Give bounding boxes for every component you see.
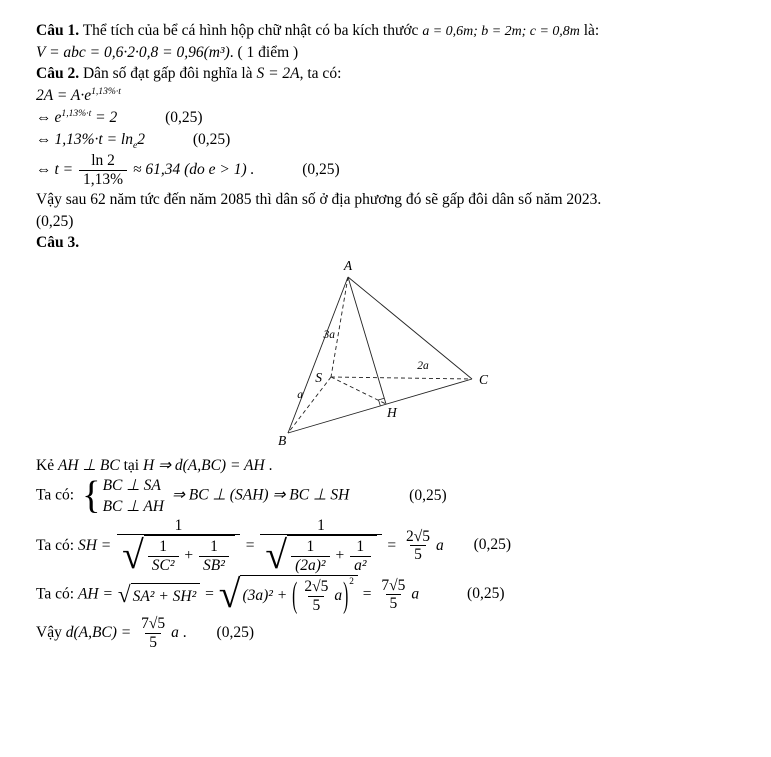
left-brace: { <box>81 474 101 518</box>
line-lead: Ta có: <box>36 585 75 603</box>
fraction-numerator: 2√5 <box>304 578 329 596</box>
cau1-solution <box>36 42 741 64</box>
system-rows <box>103 476 164 516</box>
fraction-numerator: 1 <box>174 516 183 534</box>
equation-lead: 1,13%·t = ln <box>54 130 133 148</box>
score-badge: (0,25) <box>467 585 505 603</box>
fraction-denominator: SC² <box>148 556 179 575</box>
vertex-label-A: A <box>343 257 353 273</box>
result-variable: a <box>171 623 179 641</box>
math-run: H ⇒ d(A,BC) = AH <box>142 456 265 474</box>
radicand <box>240 575 357 615</box>
equation-lhs: SH = <box>77 536 112 554</box>
tetrahedron-diagram <box>260 256 520 448</box>
fraction-numerator: 1 <box>159 538 168 556</box>
vertex-label-C: C <box>479 371 489 387</box>
radical-icon: √ <box>117 581 131 608</box>
cau2-intro-math: S = 2A <box>256 65 300 83</box>
vertex-label-S: S <box>315 369 322 385</box>
cau2-label: Câu 2. <box>36 65 80 83</box>
cau1-points-note: . ( 1 điểm ) <box>229 43 299 61</box>
line-end: . <box>264 456 273 474</box>
equation-tail: 2 <box>137 130 145 148</box>
equals-sign: = <box>362 585 372 603</box>
cau2-conclusion <box>36 189 741 211</box>
log-base-subscript: e <box>132 139 138 151</box>
fraction-denominator: 5 <box>386 594 402 613</box>
fraction-numerator: 7√5 <box>141 614 166 632</box>
cau3-line5 <box>36 615 741 652</box>
edge-AB <box>288 277 348 433</box>
radicand: SA² + SH² <box>131 583 201 608</box>
cau3-figure <box>260 256 741 455</box>
cau2-intro-end: , ta có: <box>299 65 342 83</box>
edge-BC <box>288 379 472 433</box>
equals-sign: = <box>205 585 214 603</box>
line-lead: Ta có: <box>36 536 75 554</box>
line-mid: tại <box>123 456 140 474</box>
iff-symbol: ⇔ <box>36 161 52 179</box>
cau2-conclusion-score <box>36 211 741 233</box>
edge-AC <box>348 277 472 379</box>
equation-tail: ≈ 61,34 (do e > 1) . <box>132 161 255 179</box>
line-lead: Vậy <box>36 623 62 641</box>
cau2-line1 <box>36 85 741 107</box>
length-label-2a: 2a <box>417 359 429 372</box>
score-badge: (0,25) <box>192 130 231 148</box>
fraction-numerator: 7√5 <box>381 576 406 594</box>
fraction-numerator: 1 <box>306 538 315 556</box>
edge-SC <box>331 377 472 379</box>
fraction-denominator: SB² <box>199 556 229 575</box>
equation-lhs: d(A,BC) = <box>65 623 132 641</box>
result-variable: a <box>411 585 420 603</box>
iff-symbol: ⇔ <box>36 109 52 127</box>
fraction-denominator <box>117 534 240 575</box>
score-badge: (0,25) <box>165 109 203 127</box>
cau1-intro-text: Thể tích của bể cá hình hộp chữ nhật có ba kích thước <box>82 22 419 39</box>
score-badge: (0,25) <box>216 623 254 641</box>
radicand <box>287 535 376 575</box>
edge-AH <box>348 277 386 404</box>
square-exponent: 2 <box>349 576 354 587</box>
system-row-bottom: BC ⊥ AH <box>102 497 165 515</box>
plus-operator: + <box>184 547 194 565</box>
equation-rest: = 2 <box>95 109 118 127</box>
implication-chain: ⇒ BC ⊥ (SAH) ⇒ BC ⊥ SH <box>171 487 350 505</box>
fraction-denominator: (2a)² <box>291 556 329 575</box>
fraction-denominator: 5 <box>145 633 161 652</box>
fraction-numerator: ln 2 <box>91 152 115 170</box>
cau2-line4 <box>36 152 741 189</box>
radical-icon: √ <box>218 572 241 617</box>
inner-fraction <box>291 538 329 575</box>
result-fraction <box>137 615 169 652</box>
square-root <box>118 583 200 608</box>
cau3-line1 <box>36 455 741 477</box>
cau3-label: Câu 3. <box>36 234 80 252</box>
left-paren: ( <box>292 576 298 616</box>
vertex-label-H: H <box>387 404 397 420</box>
cau1-dimensions: a = 0,6m; b = 2m; c = 0,8m <box>422 24 580 39</box>
score-badge: (0,25) <box>302 161 340 179</box>
edge-SB <box>288 377 331 433</box>
inner-fraction <box>300 578 332 615</box>
conclusion-text: Vậy sau 62 năm tức đến năm 2085 thì dân số ở địa phương đó sẽ gấp đôi dân số năm 2023. <box>36 190 602 208</box>
cau2-header <box>36 63 741 85</box>
fraction-denominator: a² <box>350 556 370 575</box>
exponent: 1,13%·t <box>91 86 121 98</box>
plus-operator: + <box>335 547 345 565</box>
radicand-lead: (3a)² + <box>242 586 288 604</box>
fraction-numerator: 2√5 <box>406 527 431 545</box>
equals-sign: = <box>245 536 255 554</box>
cau2-line3 <box>36 129 741 153</box>
length-label-3a: 3a <box>323 328 335 341</box>
cau3-line3 <box>36 517 741 575</box>
equation-lead: t = <box>54 161 74 179</box>
cau3-line2 <box>36 476 741 516</box>
fraction-numerator: 1 <box>210 538 218 556</box>
equation-system <box>82 476 164 516</box>
sh-fraction-numeric <box>260 517 381 575</box>
inner-fraction <box>199 538 229 575</box>
edge-SH <box>331 377 386 404</box>
cau1-volume-formula: V = abc = 0,6·2·0,8 = 0,96(m³) <box>36 43 230 61</box>
cau3-line4 <box>36 572 741 617</box>
fraction-denominator: 5 <box>410 545 426 564</box>
inner-fraction <box>148 538 179 575</box>
result-variable: a <box>436 536 444 554</box>
square-root <box>265 532 376 577</box>
radical-icon: √ <box>122 532 144 577</box>
line-lead: Ta có: <box>36 487 75 505</box>
fraction-denominator: 5 <box>308 596 324 615</box>
sh-fraction-symbolic <box>117 517 240 575</box>
equation-base: e <box>54 109 62 127</box>
square-root <box>122 532 235 577</box>
exponent: 1,13%·t <box>61 107 92 119</box>
fraction <box>79 152 127 189</box>
vertex-label-B: B <box>278 432 287 448</box>
equals-sign: = <box>387 536 397 554</box>
equation-lhs: AH = <box>77 585 113 603</box>
fraction-numerator: 1 <box>317 516 325 534</box>
right-paren: ) <box>343 576 349 616</box>
score-badge: (0,25) <box>409 487 447 505</box>
radicand <box>144 535 235 575</box>
result-fraction <box>377 577 409 614</box>
edge-AS <box>331 277 348 377</box>
score-badge: (0,25) <box>36 212 74 230</box>
equation-base: 2A = A·e <box>36 87 92 105</box>
cau1-statement <box>36 20 741 42</box>
math-run: AH ⊥ BC <box>57 456 120 474</box>
inner-variable: a <box>334 586 343 604</box>
fraction-denominator: 1,13% <box>79 170 127 189</box>
score-badge: (0,25) <box>473 536 512 554</box>
iff-symbol: ⇔ <box>36 130 52 148</box>
cau2-line2 <box>36 107 741 129</box>
fraction-numerator: 1 <box>356 538 365 556</box>
cau2-intro-text: Dân số đạt gấp đôi nghĩa là <box>82 65 253 83</box>
radical-icon: √ <box>265 532 288 577</box>
result-fraction <box>402 528 434 565</box>
square-root <box>218 572 358 617</box>
fraction-denominator <box>260 534 381 575</box>
cau3-header <box>36 232 741 254</box>
line-end: . <box>178 623 187 641</box>
length-label-a: a <box>297 388 303 401</box>
cau1-label: Câu 1. <box>36 22 80 39</box>
cau1-outro-text: là: <box>583 22 600 39</box>
line-lead: Kẻ <box>36 456 55 474</box>
system-row-top: BC ⊥ SA <box>102 477 161 495</box>
inner-fraction <box>350 538 370 575</box>
